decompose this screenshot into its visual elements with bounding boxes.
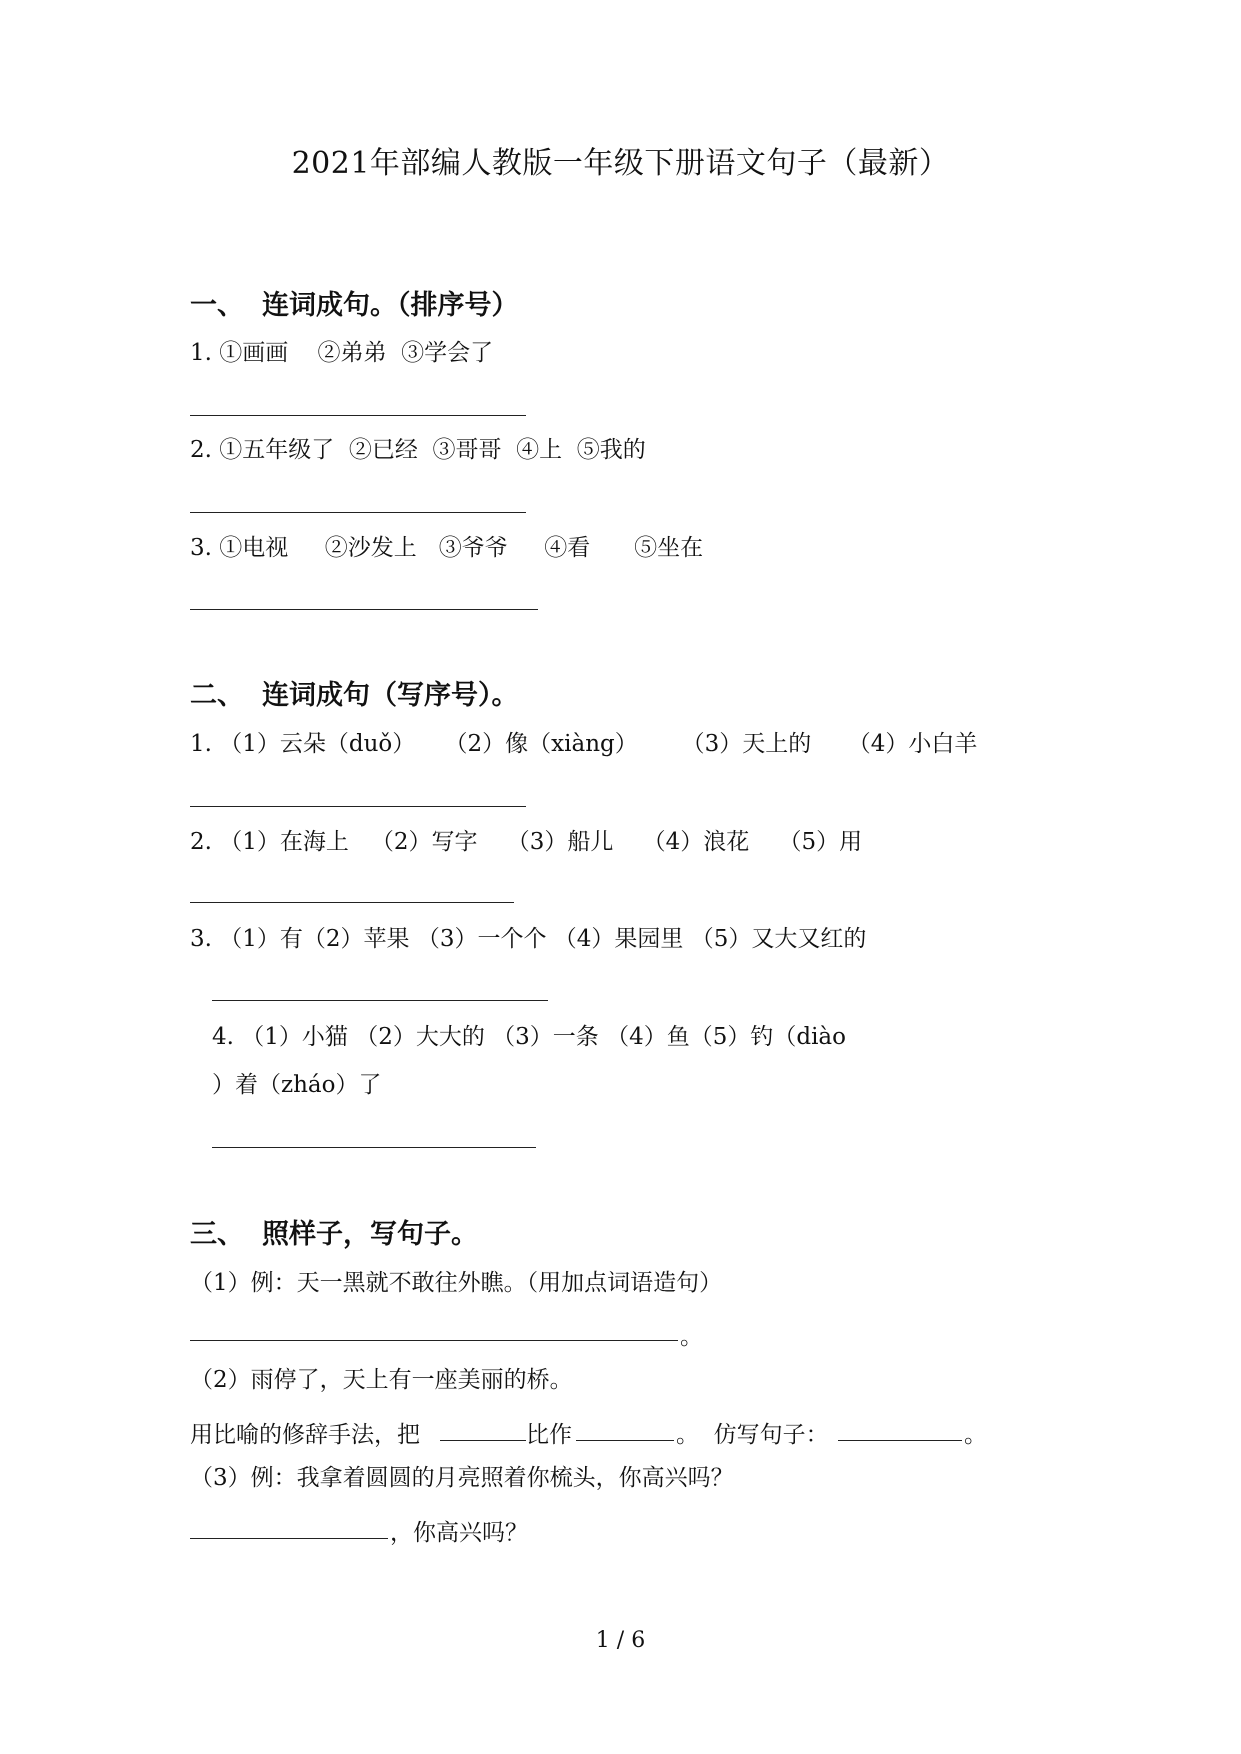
s3-example-1: （1）例：天一黑就不敢往外瞧。（用加点词语造句）	[190, 1270, 723, 1296]
s3-answer-line-1[interactable]	[190, 1339, 678, 1341]
s1-question-1: 1. ①画画 ②弟弟 ③学会了	[190, 340, 494, 366]
s2-answer-line-1[interactable]	[190, 805, 526, 807]
s3-ex2-blank-3[interactable]	[838, 1439, 962, 1441]
s2-answer-line-2[interactable]	[190, 901, 514, 903]
s2-question-2: 2. （1）在海上 （2）写字 （3）船儿 （4）浪花 （5）用	[190, 829, 863, 855]
s3-answer-1-period: 。	[680, 1324, 703, 1350]
s3-ex2-prompt-d: 。	[964, 1422, 987, 1448]
s2-question-3: 3. （1）有（2）苹果 （3）一个个 （4）果园里 （5）又大又红的	[190, 926, 867, 952]
s3-answer-line-3[interactable]	[190, 1537, 388, 1539]
section-2-heading	[190, 673, 519, 712]
s3-ex2-prompt-b: 比作	[526, 1422, 572, 1448]
section-3-number: 三、	[190, 1219, 244, 1250]
page-number: 1 / 6	[595, 1628, 646, 1653]
s3-example-2: （2）雨停了，天上有一座美丽的桥。	[190, 1367, 573, 1393]
s1-question-2: 2. ①五年级了 ②已经 ③哥哥 ④上 ⑤我的	[190, 437, 646, 463]
section-1-title: 连词成句。（排序号）	[262, 290, 519, 321]
s1-answer-line-3[interactable]	[190, 608, 538, 610]
s1-answer-line-1[interactable]	[190, 414, 526, 416]
s2-question-4-line-a: 4. （1）小猫 （2）大大的 （3）一条 （4）鱼（5）钓（diào	[212, 1024, 846, 1050]
s2-answer-line-3[interactable]	[212, 999, 548, 1001]
section-2-title: 连词成句（写序号）。	[262, 680, 519, 711]
s1-question-3: 3. ①电视 ②沙发上 ③爷爷 ④看 ⑤坐在	[190, 535, 704, 561]
section-2-number: 二、	[190, 680, 244, 711]
s2-question-4-line-b: ）着（zháo）了	[212, 1072, 382, 1098]
s3-ex2-prompt-a: 用比喻的修辞手法，把	[190, 1422, 420, 1448]
section-3-title: 照样子，写句子。	[262, 1219, 478, 1250]
page-title: 2021年部编人教版一年级下册语文句子（最新）	[291, 146, 950, 181]
s3-example-3: （3）例：我拿着圆圆的月亮照着你梳头，你高兴吗？	[190, 1465, 734, 1491]
s3-ex2-blank-2[interactable]	[576, 1439, 674, 1441]
s2-question-1: 1. （1）云朵（duǒ） （2）像（xiàng） （3）天上的 （4）小白羊	[190, 731, 978, 757]
section-3-heading	[190, 1212, 478, 1251]
s3-ex2-blank-1[interactable]	[440, 1439, 526, 1441]
s3-ex2-prompt-c: 。 仿写句子：	[676, 1422, 829, 1448]
s1-answer-line-2[interactable]	[190, 511, 526, 513]
s3-answer-3-suffix: ，你高兴吗？	[390, 1520, 528, 1546]
section-1-heading	[190, 283, 519, 322]
section-1-number: 一、	[190, 290, 244, 321]
s2-answer-line-4[interactable]	[212, 1146, 536, 1148]
